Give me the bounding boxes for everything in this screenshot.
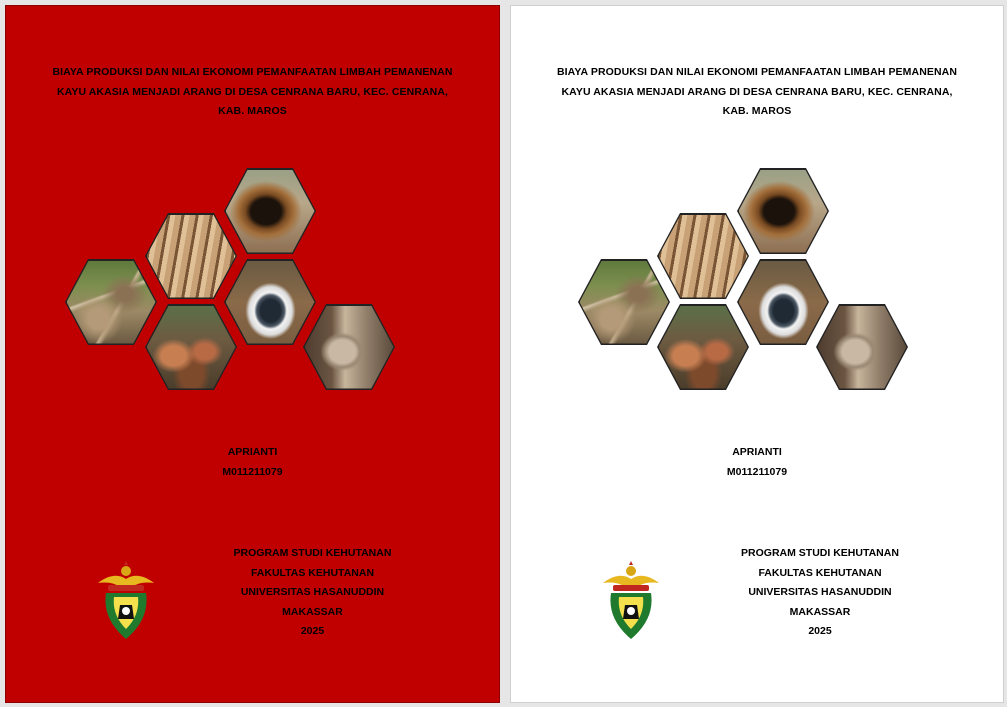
study-program: PROGRAM STUDI KEHUTANAN (233, 547, 392, 559)
wood-pieces-photo (657, 304, 749, 390)
title-line: BIAYA PRODUKSI DAN NILAI EKONOMI PEMANFAATAN LIMBAH PEMANENAN (52, 66, 453, 78)
white-cover-page (510, 5, 1004, 703)
kiln-stove-photo (303, 304, 395, 390)
student-id: M011211079 (726, 465, 788, 478)
student-id: M011211079 (222, 465, 283, 478)
year: 2025 (300, 625, 325, 637)
institution-block (156, 544, 469, 642)
dead-acacia-branches-photo (65, 259, 157, 345)
faculty: FAKULTAS KEHUTANAN (758, 566, 882, 579)
author-name: APRIANTI (227, 446, 278, 458)
city: MAKASSAR (789, 605, 851, 618)
year: 2025 (808, 625, 832, 637)
title-line: KAYU AKASIA MENJADI ARANG DI DESA CENRANA BARU, KEC. CENRANA, (561, 85, 953, 98)
city: MAKASSAR (282, 605, 343, 618)
university: UNIVERSITAS HASANUDDIN (748, 586, 892, 598)
unhas-emblem-logo (599, 561, 663, 643)
charcoal-pit-photo (224, 168, 316, 254)
title-line: KAB. MAROS (722, 105, 792, 117)
stacked-logs-photo (145, 213, 237, 299)
dead-acacia-branches-photo (578, 259, 670, 345)
charcoal-on-sack-photo (737, 259, 829, 345)
institution-block (661, 544, 979, 642)
author-name: APRIANTI (732, 446, 782, 458)
stacked-logs-photo (657, 213, 749, 299)
unhas-emblem-logo (94, 561, 158, 643)
title-line: KAYU AKASIA MENJADI ARANG DI DESA CENRANA BARU, KEC. CENRANA, (56, 85, 449, 98)
red-cover-page (5, 5, 500, 703)
university: UNIVERSITAS HASANUDDIN (240, 586, 385, 598)
wood-pieces-photo (145, 304, 237, 390)
title-line: KAB. MAROS (218, 105, 287, 117)
charcoal-pit-photo (737, 168, 829, 254)
faculty: FAKULTAS KEHUTANAN (250, 566, 375, 579)
author-block (511, 443, 1003, 482)
kiln-stove-photo (816, 304, 908, 390)
title-line: BIAYA PRODUKSI DAN NILAI EKONOMI PEMANFAATAN LIMBAH PEMANENAN (556, 66, 958, 78)
charcoal-on-sack-photo (224, 259, 316, 345)
author-block (6, 443, 499, 482)
study-program: PROGRAM STUDI KEHUTANAN (741, 547, 899, 559)
